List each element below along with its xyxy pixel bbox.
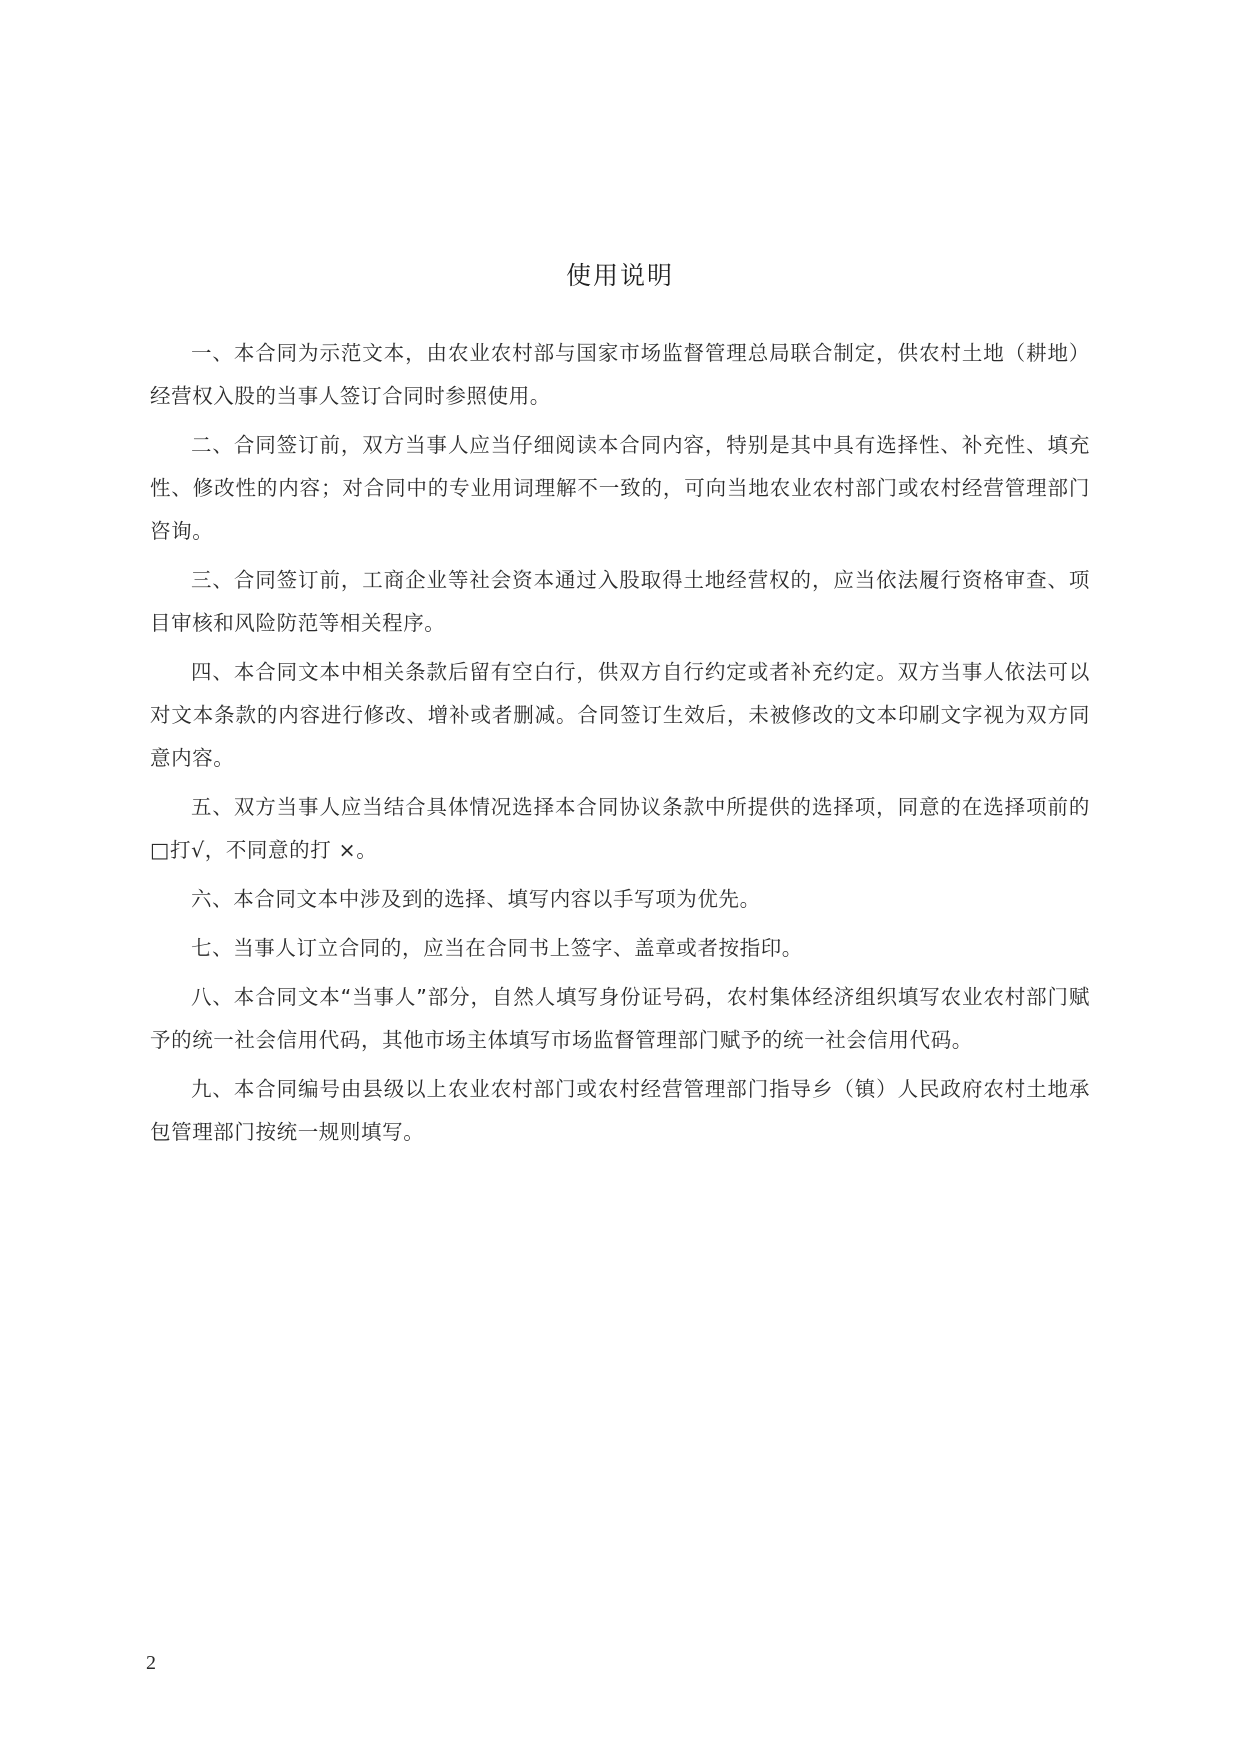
page-title: 使用说明	[565, 261, 674, 290]
page-number: 2	[146, 1652, 156, 1674]
instruction-paragraph-8: 八、本合同文本“当事人”部分，自然人填写身份证号码，农村集体经济组织填写农业农村部门赋予的统一社会信用代码，其他市场主体填写市场监督管理部门赋予的统一社会信用代码。	[150, 985, 1090, 1052]
instruction-paragraph-1: 一、本合同为示范文本，由农业农村部与国家市场监督管理总局联合制定，供农村土地（耕地）经营权入股的当事人签订合同时参照使用。	[150, 341, 1090, 408]
instruction-paragraph-3: 三、合同签订前，工商企业等社会资本通过入股取得土地经营权的，应当依法履行资格审查、项目审核和风险防范等相关程序。	[150, 568, 1090, 635]
instruction-paragraph-4: 四、本合同文本中相关条款后留有空白行，供双方自行约定或者补充约定。双方当事人依法可以对文本条款的内容进行修改、增补或者删减。合同签订生效后，未被修改的文本印刷文字视为双方同意内容。	[150, 660, 1090, 770]
instruction-paragraph-7: 七、当事人订立合同的，应当在合同书上签字、盖章或者按指印。	[191, 936, 803, 960]
instruction-paragraph-5: 五、双方当事人应当结合具体情况选择本合同协议条款中所提供的选择项，同意的在选择项前的□打√，不同意的打 ×。	[150, 795, 1090, 862]
instruction-paragraph-2: 二、合同签订前，双方当事人应当仔细阅读本合同内容，特别是其中具有选择性、补充性、填充性、修改性的内容；对合同中的专业用词理解不一致的，可向当地农业农村部门或农村经营管理部门咨询。	[150, 433, 1090, 543]
instructions-body	[150, 332, 1090, 1160]
instruction-paragraph-9: 九、本合同编号由县级以上农业农村部门或农村经营管理部门指导乡（镇）人民政府农村土地承包管理部门按统一规则填写。	[150, 1077, 1090, 1144]
instruction-paragraph-6: 六、本合同文本中涉及到的选择、填写内容以手写项为优先。	[191, 887, 761, 911]
